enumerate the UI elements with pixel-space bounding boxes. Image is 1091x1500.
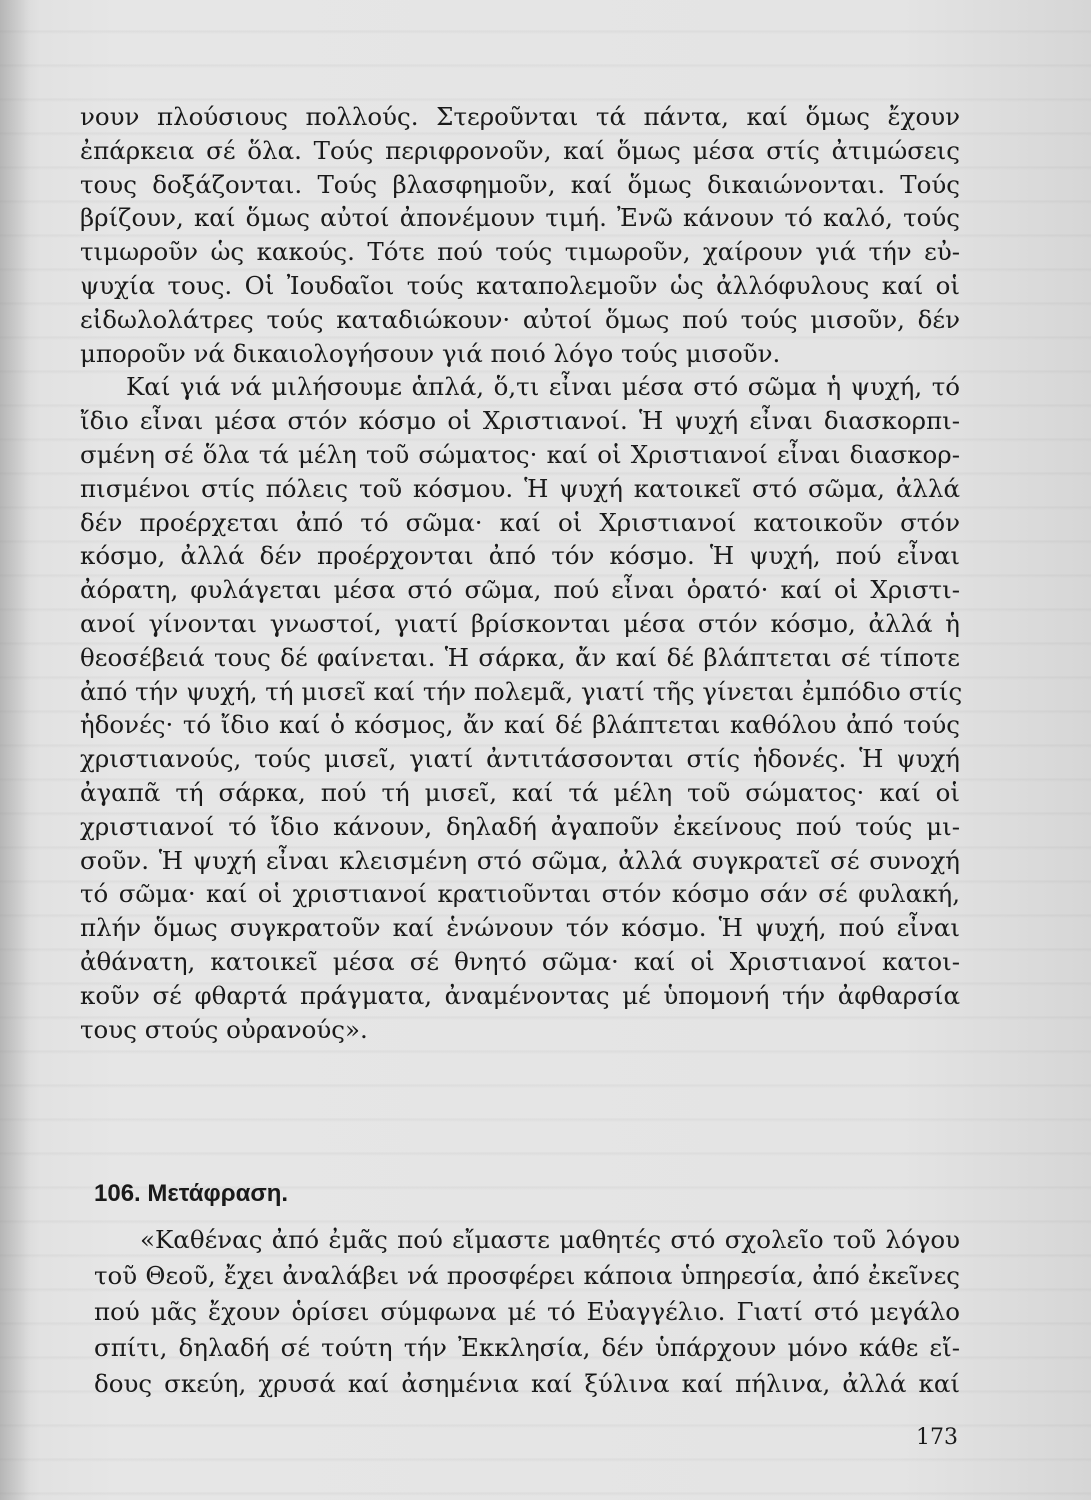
text-line: ανοί γίνονται γνωστοί, γιατί βρίσκονται μέσα στόν κόσμο, ἀλλά ἡ [80, 608, 960, 638]
text-line: τό σῶμα· καί οἱ χριστιανοί κρατιοῦνται στόν κόσμο σάν σέ φυλακή, [80, 879, 960, 909]
text-line: πού μᾶς ἔχουν ὁρίσει σύμφωνα μέ τό Εὐαγγέλιο. Γιατί στό μεγάλο [94, 1297, 960, 1326]
text-line: τους στούς οὐρανούς». [80, 1014, 368, 1044]
text-line: ἡδονές· τό ἴδιο καί ὁ κόσμος, ἄν καί δέ βλάπτεται καθόλου ἀπό τούς [80, 710, 960, 740]
text-line: θεοσέβειά τους δέ φαίνεται. Ἡ σάρκα, ἄν καί δέ βλάπτεται σέ τίποτε [80, 642, 960, 672]
text-line: Καί γιά νά μιλήσουμε ἁπλά, ὅ,τι εἶναι μέσα στό σῶμα ἡ ψυχή, τό [126, 372, 960, 402]
text-line: εἰδωλολάτρες τούς καταδιώκουν· αὐτοί ὅμως πού τούς μισοῦν, δέν [80, 304, 960, 334]
text-line: χριστιανούς, τούς μισεῖ, γιατί ἀντιτάσσονται στίς ἡδονές. Ἡ ψυχή [80, 744, 960, 774]
text-line: ἀπό τήν ψυχή, τή μισεῖ καί τήν πολεμᾶ, γιατί τῆς γίνεται ἐμπόδιο στίς [80, 676, 963, 706]
text-line: χριστιανοί τό ἴδιο κάνουν, δηλαδή ἀγαποῦν ἐκείνους πού τούς μι- [80, 811, 960, 841]
text-line: σοῦν. Ἡ ψυχή εἶναι κλεισμένη στό σῶμα, ἀλλά συγκρατεῖ σέ συνοχή [80, 845, 960, 875]
text-line: βρίζουν, καί ὅμως αὐτοί ἀπονέμουν τιμή. Ἐνῶ κάνουν τό καλό, τούς [80, 203, 960, 233]
section-heading: 106. Μετάφραση. [94, 1180, 289, 1207]
page-number: 173 [916, 1425, 958, 1450]
text-line: δους σκεύη, χρυσά καί ἀσημένια καί ξύλινα καί πήλινα, ἀλλά καί [94, 1369, 960, 1398]
body-text [80, 100, 963, 1046]
translation-text [94, 1222, 960, 1402]
text-line: σπίτι, δηλαδή σέ τούτη τήν Ἐκκλησία, δέν ὑπάρχουν μόνο κάθε εἴ- [94, 1333, 960, 1362]
text-line: νουν πλούσιους πολλούς. Στεροῦνται τά πάντα, καί ὅμως ἔχουν [80, 102, 960, 131]
text-line: ἀόρατη, φυλάγεται μέσα στό σῶμα, πού εἶναι ὁρατό· καί οἱ Χριστι- [80, 575, 960, 605]
text-line: τους δοξάζονται. Τούς βλασφημοῦν, καί ὅμως δικαιώνονται. Τούς [80, 169, 960, 199]
text-line: κόσμο, ἀλλά δέν προέρχονται ἀπό τόν κόσμο. Ἡ ψυχή, πού εἶναι [80, 541, 960, 571]
text-line: πλήν ὅμως συγκρατοῦν καί ἑνώνουν τόν κόσμο. Ἡ ψυχή, πού εἶναι [80, 913, 960, 943]
text-line: τιμωροῦν ὡς κακούς. Τότε πού τούς τιμωροῦν, χαίρουν γιά τήν εὐ- [80, 237, 960, 267]
text-line: πισμένοι στίς πόλεις τοῦ κόσμου. Ἡ ψυχή κατοικεῖ στό σῶμα, ἀλλά [80, 473, 960, 503]
text-line: τοῦ Θεοῦ, ἔχει ἀναλάβει νά προσφέρει κάποια ὑπηρεσία, ἀπό ἐκεῖνες [94, 1261, 960, 1290]
text-line: ψυχία τους. Οἱ Ἰουδαῖοι τούς καταπολεμοῦν ὡς ἀλλόφυλους καί οἱ [80, 270, 960, 300]
text-line: ἴδιο εἶναι μέσα στόν κόσμο οἱ Χριστιανοί. Ἡ ψυχή εἶναι διασκορπι- [80, 406, 960, 436]
text-line: δέν προέρχεται ἀπό τό σῶμα· καί οἱ Χριστιανοί κατοικοῦν στόν [80, 507, 960, 537]
text-line: σμένη σέ ὅλα τά μέλη τοῦ σώματος· καί οἱ Χριστιανοί εἶναι διασκορ- [80, 439, 960, 469]
text-line: ἀγαπᾶ τή σάρκα, πού τή μισεῖ, καί τά μέλη τοῦ σώματος· καί οἱ [80, 777, 960, 807]
text-line: μποροῦν νά δικαιολογήσουν γιά ποιό λόγο τούς μισοῦν. [80, 338, 781, 368]
text-line: ἀθάνατη, κατοικεῖ μέσα σέ θνητό σῶμα· καί οἱ Χριστιανοί κατοι- [80, 946, 960, 976]
text-line: «Καθένας ἀπό ἐμᾶς πού εἴμαστε μαθητές στό σχολεῖο τοῦ λόγου [140, 1225, 960, 1254]
text-line: ἐπάρκεια σέ ὅλα. Τούς περιφρονοῦν, καί ὅμως μέσα στίς ἀτιμώσεις [80, 135, 960, 165]
text-line: κοῦν σέ φθαρτά πράγματα, ἀναμένοντας μέ ὑπομονή τήν ἀφθαρσία [80, 980, 960, 1010]
